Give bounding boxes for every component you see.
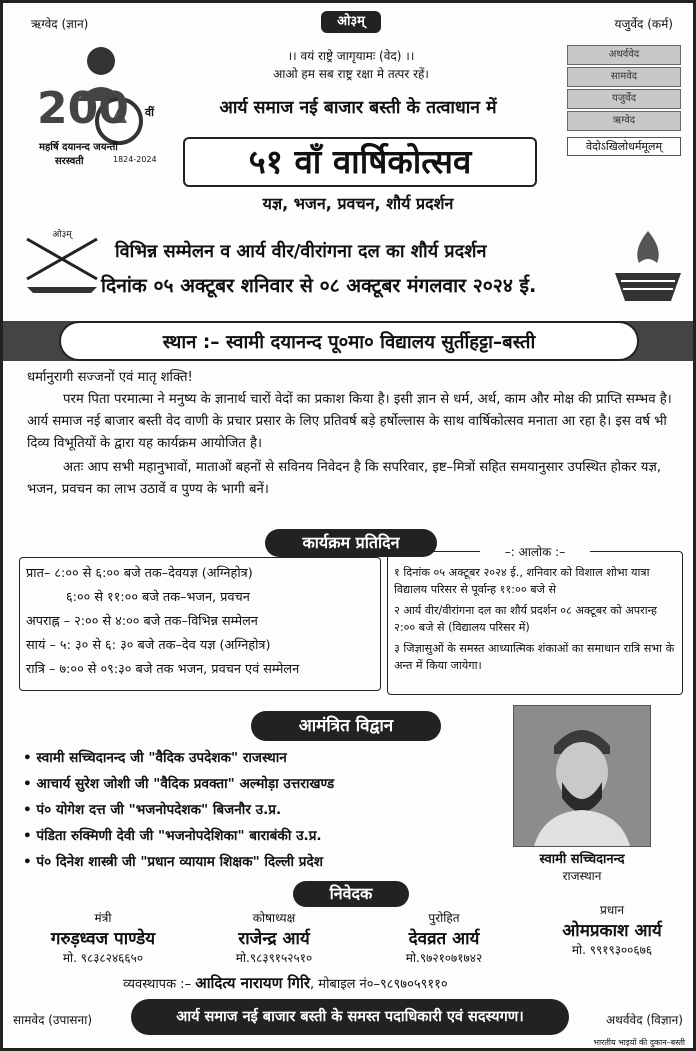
official-name: ओमप्रकाश आर्य (562, 921, 662, 941)
photo-caption-1: स्वामी सच्चिदानन्द (539, 852, 625, 867)
alok-box (387, 545, 683, 695)
manager-mobile: , मोबाइल नं०–९८९७०५९११० (310, 977, 448, 992)
emblem-line-2: सरस्वती (55, 156, 84, 167)
official-mobile: मो.९७२१०७१७४२ (405, 951, 483, 965)
official-role: मंत्री (94, 911, 112, 925)
printer-credit: भारतीय भाइयों की दुकान–बस्ती (593, 1038, 685, 1047)
date-line: दिनांक ०५ अक्टूबर शनिवार से ०८ अक्टूबर मंगलवार २०२४ ई. (101, 274, 537, 297)
bicentenary-emblem (33, 39, 173, 179)
manager-name: आदित्य नारायण गिरि (195, 974, 311, 992)
emblem-number: 200 (37, 83, 129, 134)
organizer-line: आर्य समाज नई बाजार बस्ती के तत्वाधान में (219, 98, 497, 118)
official-1 (25, 909, 181, 966)
schedule-item: प्रात– ८:०० से ६:०० बजे तक–देवयज्ञ (अग्निहोत्र) (26, 566, 253, 581)
official-role: प्रधान (600, 903, 624, 917)
official-mobile: मो.९८३९१५२५१० (235, 951, 313, 965)
alok-item: १ दिनांक ०५ अक्टूबर २०२४ ई., शनिवार को विशाल शोभा यात्रा विद्यालय परिसर से पूर्वान्ह ११:०० बजे से (394, 566, 650, 596)
scholar-item: • आचार्य सुरेश जोशी जी "वैदिक प्रवक्ता" अल्मोड़ा उत्तराखण्ड (23, 776, 335, 792)
corner-bottom-right: अथर्ववेद (विज्ञान) (606, 1013, 683, 1027)
nivedak-heading: निवेदक (293, 881, 409, 907)
paragraph-1: परम पिता परमात्मा ने मनुष्य के ज्ञानार्थ चारों वेदों का प्रकाश किया है। इसी ज्ञान से धर्म, अर्थ, काम और मोक्ष की प्राप्ति सम्भव है। आर्य समाज नई बाजार बस्ती वेद वाणी के प्रचार प्रसार के लिए प्रतिवर्ष बड़े हर्षोल्लास के साथ वार्षिकोत्सव मनाता आ रहा है। इस वर्ष भी दिव्य विभूतियों के द्वारा यह कार्यक्रम आयोजित है। (27, 392, 672, 451)
venue: स्थान :– स्वामी दयानन्द पू०मा० विद्यालय सुर्तीहट्टा–बस्ती (59, 321, 639, 361)
corner-top-left: ऋग्वेद (ज्ञान) (31, 17, 89, 31)
schedule-item: ६:०० से ११:०० बजे तक–भजन, प्रवचन (66, 590, 250, 605)
footer-banner: आर्य समाज नई बाजार बस्ती के समस्त पदाधिकारी एवं सदस्यगण। (131, 999, 569, 1035)
official-name: देवव्रत आर्य (408, 929, 480, 949)
book-3: यजुर्वेद (567, 89, 681, 109)
book-1: अथर्ववेद (567, 45, 681, 65)
alok-heading: –: आलोक :– (480, 544, 590, 560)
paragraph-2: अतः आप सभी महानुभावों, माताओं बहनों से सविनय निवेदन है कि सपरिवार, इष्ट–मित्रों सहित समयानुसार उपस्थित होकर यज्ञ, भजन, प्रवचन का लाभ उठावें व पुण्य के भागी बनें। (27, 460, 662, 497)
official-mobile: मो. ९९१९३००६७६ (571, 943, 653, 957)
scholar-item: • स्वामी सच्चिदानन्द जी "वैदिक उपदेशक" राजस्थान (23, 750, 287, 766)
main-title: ५१ वाँ वार्षिकोत्सव (248, 142, 472, 181)
official-mobile: मो. ९८३८२४६६५० (62, 951, 144, 965)
scholar-name: आचार्य सुरेश जोशी जी "वैदिक प्रवक्ता" अल्मोड़ा उत्तराखण्ड (36, 776, 335, 792)
alok-item: २ आर्य वीर/वीरांगना दल का शौर्य प्रदर्शन ०८ अक्टूबर को अपरान्ह २:०० बजे से (विद्यालय परिसर में) (394, 604, 657, 634)
official-4 (537, 901, 687, 958)
vedas-books (567, 45, 681, 156)
official-name: राजेन्द्र आर्य (238, 929, 310, 949)
scholar-name: स्वामी सच्चिदानन्द जी "वैदिक उपदेशक" राजस्थान (36, 750, 287, 766)
schedule-box (19, 557, 381, 691)
official-name: गरुड़ध्वज पाण्डेय (50, 929, 156, 949)
schedule-item: अपराह्न – २:०० से ४:०० बजे तक–विभिन्न सम्मेलन (26, 614, 258, 629)
photo-caption-2: राजस्थान (562, 869, 602, 883)
manager-line (123, 973, 663, 993)
scholar-name: पं० योगेश दत्त जी "भजनोपदेशक" बिजनौर उ.प्र. (36, 802, 282, 818)
emblem-suffix: वीं (145, 106, 154, 119)
speaker-photo (513, 705, 651, 847)
subtitle: यज्ञ, भजन, प्रवचन, शौर्य प्रदर्शन (262, 194, 454, 213)
book-2: सामवेद (567, 67, 681, 87)
manager-label: व्यवस्थापक :– (123, 977, 192, 992)
event-line: विभिन्न सम्मेलन व आर्य वीर/वीरांगना दल का शौर्य प्रदर्शन (115, 241, 487, 262)
corner-bottom-left: सामवेद (उपासना) (13, 1013, 92, 1027)
official-2 (199, 909, 349, 966)
official-role: पुरोहित (428, 911, 460, 925)
official-3 (369, 909, 519, 966)
scholar-item: • पंडिता रुक्मिणी देवी जी "भजनोपदेशिका" बाराबंकी उ.प्र. (23, 828, 322, 844)
swords-caption: ओ३म् (52, 230, 72, 240)
scholar-name: पं० दिनेश शास्त्री जी "प्रधान व्यायाम शिक्षक" दिल्ली प्रदेश (36, 854, 323, 870)
emblem-years: 1824-2024 (113, 155, 157, 164)
speaker-portrait-icon (514, 706, 650, 846)
scholars-heading: आमंत्रित विद्वान (251, 711, 441, 741)
scholars-list (23, 745, 499, 875)
corner-top-right: यजुर्वेद (कर्म) (614, 17, 673, 31)
emblem-line-1: महर्षि दयानन्द जयन्ती (39, 142, 118, 153)
scholar-item: • पं० योगेश दत्त जी "भजनोपदेशक" बिजनौर उ.प्र. (23, 802, 282, 818)
mantra-line-2: आओ हम सब राष्ट्र रक्षा मे तत्पर रहें। (273, 67, 429, 81)
salutation: धर्मानुरागी सज्जनों एवं मातृ शक्ति! (27, 370, 193, 385)
scholar-item: • पं० दिनेश शास्त्री जी "प्रधान व्यायाम शिक्षक" दिल्ली प्रदेश (23, 854, 323, 870)
schedule-heading: कार्यक्रम प्रतिदिन (265, 529, 437, 557)
schedule-item: सायं – ५: ३० से ६: ३० बजे तक–देव यज्ञ (अग्निहोत्र) (26, 638, 271, 653)
om-badge: ओ३म् (321, 11, 381, 33)
book-4: ऋग्वेद (567, 111, 681, 131)
official-role: कोषाध्यक्ष (252, 911, 296, 925)
schedule-item: रात्रि – ७:०० से ०९:३० बजे तक भजन, प्रवचन एवं सम्मेलन (26, 662, 300, 677)
scholar-name: पंडिता रुक्मिणी देवी जी "भजनोपदेशिका" बाराबंकी उ.प्र. (36, 828, 322, 844)
main-title-box (183, 137, 537, 187)
alok-item: ३ जिज्ञासुओं के समस्त आध्यात्मिक शंकाओं का समाधान रात्रि सभा के अन्त में किया जायेगा। (394, 642, 675, 672)
books-caption: वेदोऽखिलोधर्ममूलम् (567, 137, 681, 156)
havan-kund-icon (611, 227, 685, 303)
swords-emblem (17, 227, 107, 293)
mantra-line-1: ।। वयं राष्ट्रे जागृयामः (वेद) ।। (287, 49, 415, 63)
